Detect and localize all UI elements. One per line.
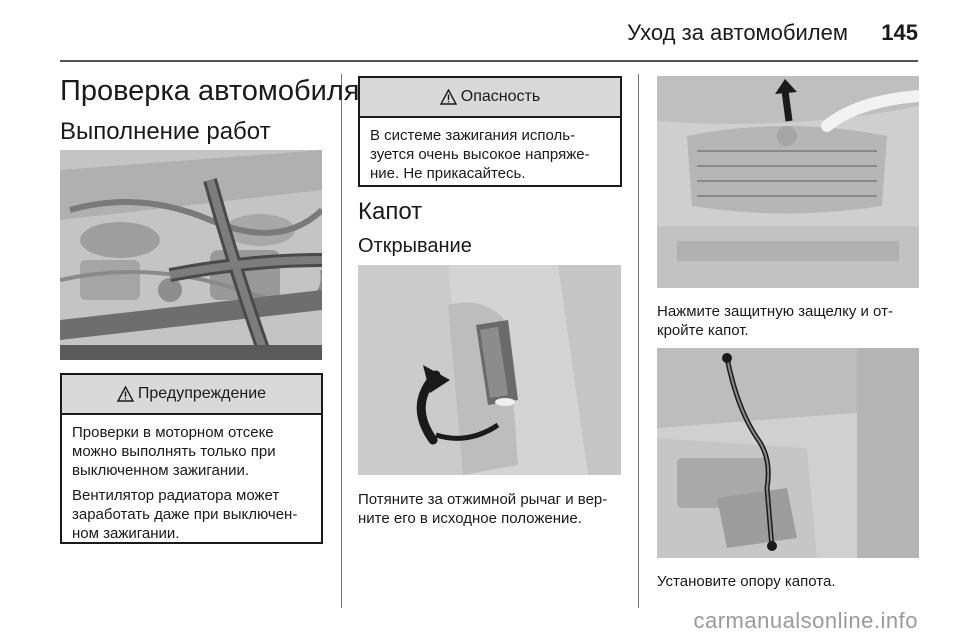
hood-latch-illustration [657, 76, 919, 288]
page-number: 145 [881, 20, 918, 45]
opening-subheading: Открывание [358, 235, 472, 257]
figure-caption: Потяните за отжимной рычаг и вер-ните его в исходное положение. [358, 491, 608, 527]
hood-heading: Капот [358, 198, 423, 225]
warning-paragraph: Проверки в моторном отсеке можно выполнять только при выключенном зажигании. [72, 424, 276, 479]
column-divider [638, 74, 639, 608]
danger-text: В системе зажигания исполь-зуется очень высокое напряже-ние. Не прикасайтесь. [370, 127, 590, 182]
hood-prop-rod-illustration [657, 348, 919, 558]
warning-box [60, 373, 323, 544]
watermark: carmanualsonline.info [693, 608, 918, 633]
warning-title: Предупреждение [137, 385, 267, 402]
warning-triangle-icon [440, 89, 457, 105]
warning-header [62, 375, 321, 415]
column-divider [341, 74, 342, 608]
figure-caption: Установите опору капота. [657, 573, 836, 590]
header-rule [60, 60, 918, 62]
danger-header [360, 78, 620, 118]
subsection-title: Выполнение работ [60, 118, 271, 145]
danger-title: Опасность [460, 88, 541, 105]
section-title: Проверка автомобиля [60, 75, 360, 107]
warning-triangle-icon [117, 386, 134, 402]
warning-paragraph: Вентилятор радиатора может заработать даже при выключен-ном зажигании. [72, 487, 298, 542]
engine-bay-illustration [60, 150, 322, 360]
hood-release-lever-illustration [358, 265, 621, 475]
danger-box [358, 76, 622, 187]
figure-caption: Нажмите защитную защелку и от-кройте капот. [657, 303, 893, 339]
running-header-title: Уход за автомобилем [627, 20, 848, 45]
